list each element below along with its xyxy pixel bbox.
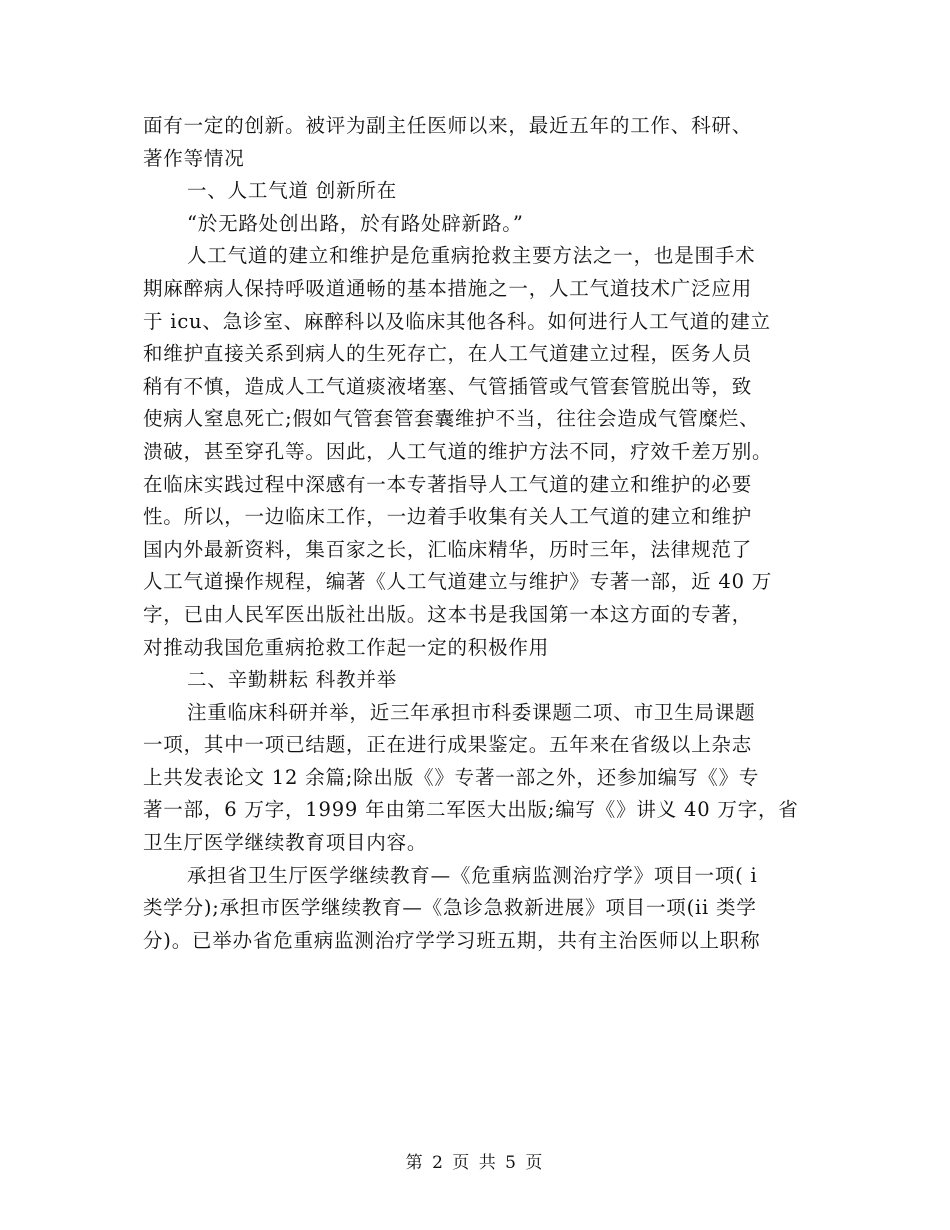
text-line: 面有一定的创新。被评为副主任医师以来，最近五年的工作、科研、 (143, 114, 753, 137)
text-line: 类学分);承担市医学继续教育—《急诊急救新进展》项目一项(ii 类学 (143, 896, 757, 920)
text-line: 上共发表论文 12 余篇;除出版《》专著一部之外，还参加编写《》专 (143, 765, 760, 789)
text-line: 溃破，甚至穿孔等。因此，人工气道的维护方法不同，疗效千差万别。 (143, 439, 773, 463)
text-line: 人工气道的建立和维护是危重病抢救主要方法之一，也是围手术 (187, 244, 756, 268)
text-line: “於无路处创出路，於有路处辟新路。” (187, 211, 524, 235)
text-line: 于 icu、急诊室、麻醉科以及临床其他各科。如何进行人工气道的建立 (143, 309, 771, 333)
text-line: 一项，其中一项已结题，正在进行成果鉴定。五年来在省级以上杂志 (143, 733, 753, 757)
text-line: 著一部，6 万字，1999 年由第二军医大出版;编写《》讲义 40 万字，省 (143, 798, 799, 822)
text-line: 一、人工气道 创新所在 (187, 179, 397, 203)
text-line: 国内外最新资料，集百家之长，汇临床精华，历时三年，法律规范了 (143, 537, 753, 561)
page-footer: 第 2 页 共 5 页 (405, 1153, 545, 1173)
text-line: 承担省卫生厅医学继续教育—《危重病监测治疗学》项目一项( i (187, 863, 758, 887)
text-line: 分)。已举办省危重病监测治疗学学习班五期，共有主治医师以上职称 (143, 928, 761, 952)
text-line: 二、辛勤耕耘 科教并举 (187, 668, 397, 692)
text-line: 对推动我国危重病抢救工作起一定的积极作用 (143, 635, 550, 659)
text-line: 使病人窒息死亡;假如气管套管套囊维护不当，往往会造成气管糜烂、 (143, 407, 760, 431)
text-line: 和维护直接关系到病人的生死存亡，在人工气道建立过程，医务人员 (143, 342, 753, 366)
text-line: 注重临床科研并举，近三年承担市科委课题二项、市卫生局课题 (187, 700, 756, 724)
text-line: 人工气道操作规程，编著《人工气道建立与维护》专著一部，近 40 万 (143, 570, 773, 594)
document-body (143, 110, 808, 957)
text-line: 在临床实践过程中深感有一本专著指导人工气道的建立和维护的必要 (143, 472, 753, 496)
text-line: 卫生厅医学继续教育项目内容。 (143, 831, 428, 855)
text-line: 稍有不慎，造成人工气道痰液堵塞、气管插管或气管套管脱出等，致 (143, 374, 753, 398)
text-line: 字，已由人民军医出版社出版。这本书是我国第一本这方面的专著， (143, 602, 753, 626)
text-line: 期麻醉病人保持呼吸道通畅的基本措施之一，人工气道技术广泛应用 (143, 276, 753, 300)
text-line: 著作等情况 (143, 146, 245, 170)
text-line: 性。所以，一边临床工作，一边着手收集有关人工气道的建立和维护 (143, 505, 753, 529)
